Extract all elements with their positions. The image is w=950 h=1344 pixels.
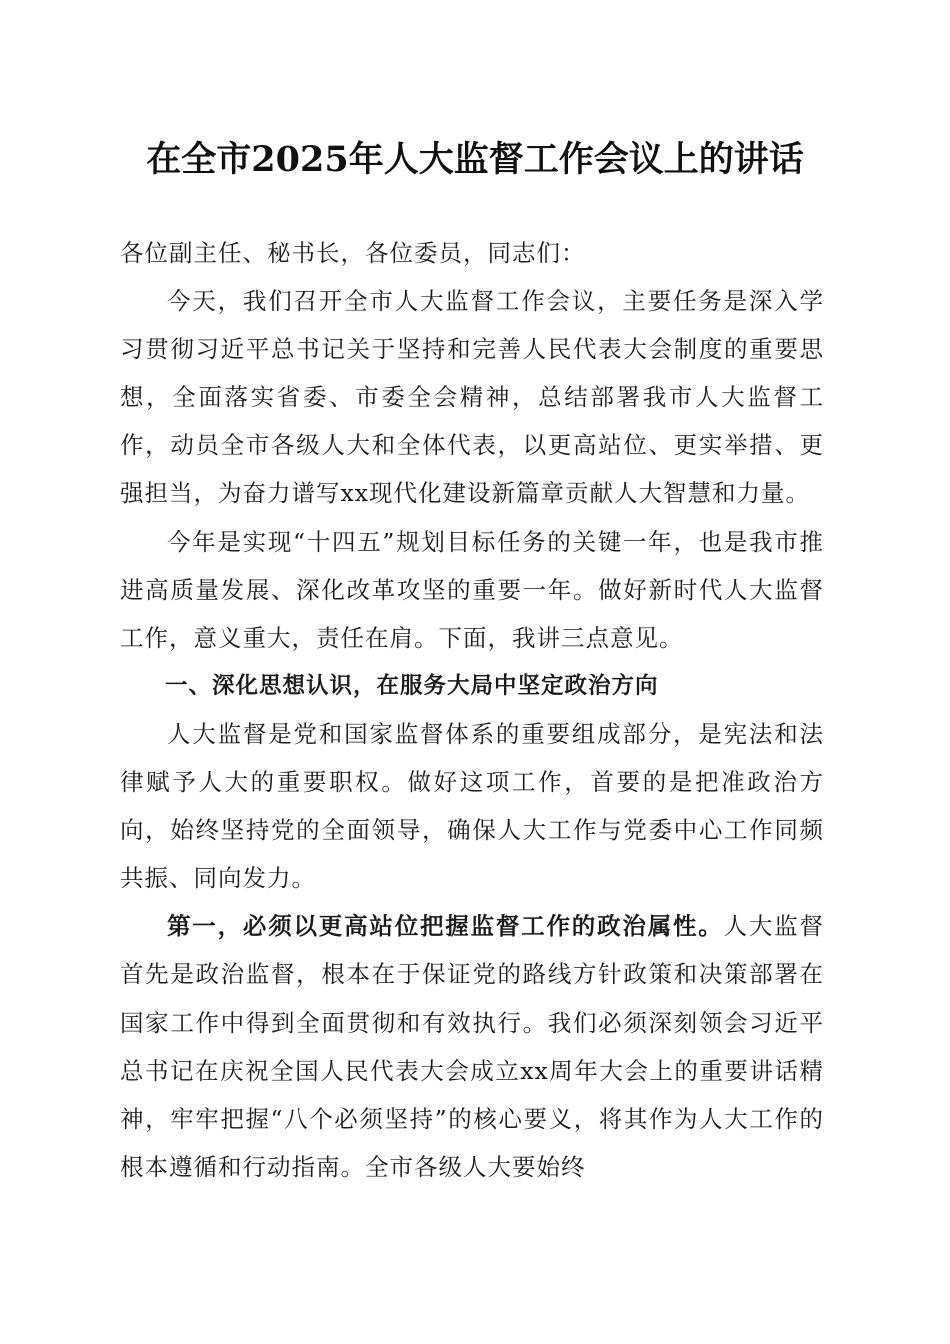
paragraph-point-one bbox=[120, 902, 824, 1191]
salutation: 各位副主任、秘书长，各位委员，同志们： bbox=[120, 239, 586, 267]
document-body bbox=[120, 229, 824, 1191]
point-one-lead: 第一，必须以更高站位把握监督工作的政治属性。 bbox=[167, 912, 724, 941]
paragraph-context: 今年是实现“十四五”规划目标任务的关键一年，也是我市推进高质量发展、深化改革攻坚的重要一年。做好新时代人大监督工作，意义重大，责任在肩。下面，我讲三点意见。 bbox=[120, 527, 824, 652]
point-one-text: 人大监督首先是政治监督，根本在于保证党的路线方针政策和决策部署在国家工作中得到全面贯彻和有效执行。我们必须深刻领会习近平总书记在庆祝全国人民代表大会成立xx周年大会上的重要讲话精神，牢牢把握“八个必须坚持”的核心要义，将其作为人大工作的根本遵循和行动指南。全市各级人大要始终 bbox=[120, 912, 825, 1181]
section-heading-1: 一、深化思想认识，在服务大局中坚定政治方向 bbox=[165, 672, 659, 699]
document-title: 在全市2025年人大监督工作会议上的讲话 bbox=[146, 139, 804, 180]
paragraph-opening: 今天，我们召开全市人大监督工作会议，主要任务是深入学习贯彻习近平总书记关于坚持和完善人民代表大会制度的重要思想，全面落实省委、市委全会精神，总结部署我市人大监督工作，动员全市各级人大和全体代表，以更高站位、更实举措、更强担当，为奋力谱写xx现代化建设新篇章贡献人大智慧和力量。 bbox=[120, 287, 824, 508]
paragraph-section1-intro: 人大监督是党和国家监督体系的重要组成部分，是宪法和法律赋予人大的重要职权。做好这项工作，首要的是把准政治方向，始终坚持党的全面领导，确保人大工作与党委中心工作同频共振、同向发力。 bbox=[120, 719, 824, 893]
